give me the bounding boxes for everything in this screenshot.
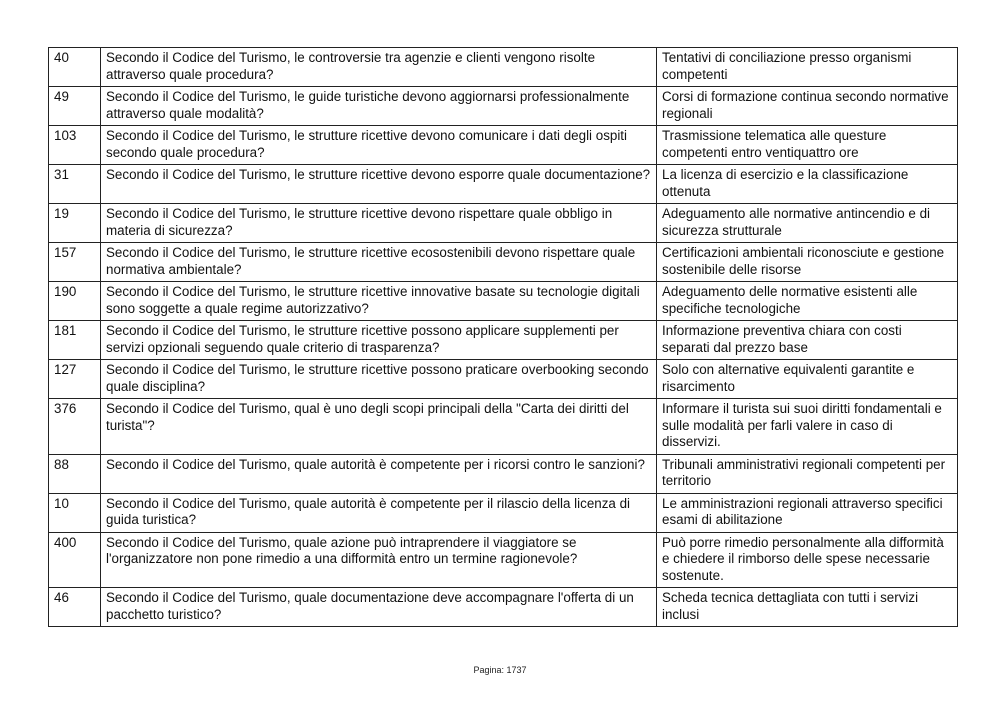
answer-text: Tribunali amministrativi regionali competenti per territorio xyxy=(657,454,958,493)
question-number: 103 xyxy=(49,126,101,165)
table-row xyxy=(49,399,958,455)
answer-text: Le amministrazioni regionali attraverso specifici esami di abilitazione xyxy=(657,493,958,532)
question-text: Secondo il Codice del Turismo, quale azione può intraprendere il viaggiatore se l'organizzatore non pone rimedio a una difformità entro un termine ragionevole? xyxy=(101,532,657,588)
answer-text: Informare il turista sui suoi diritti fondamentali e sulle modalità per farli valere in caso di disservizi. xyxy=(657,399,958,455)
qa-table xyxy=(48,47,958,627)
question-text: Secondo il Codice del Turismo, le strutture ricettive innovative basate su tecnologie digitali sono soggette a quale regime autorizzativo? xyxy=(101,282,657,321)
answer-text: Solo con alternative equivalenti garantite e risarcimento xyxy=(657,360,958,399)
question-number: 181 xyxy=(49,321,101,360)
table-row xyxy=(49,48,958,87)
question-text: Secondo il Codice del Turismo, le controversie tra agenzie e clienti vengono risolte attraverso quale procedura? xyxy=(101,48,657,87)
answer-text: Scheda tecnica dettagliata con tutti i servizi inclusi xyxy=(657,588,958,627)
question-text: Secondo il Codice del Turismo, quale autorità è competente per il rilascio della licenza di guida turistica? xyxy=(101,493,657,532)
page-number: Pagina: 1737 xyxy=(473,665,527,675)
answer-text: Può porre rimedio personalmente alla difformità e chiedere il rimborso delle spese necessarie sostenute. xyxy=(657,532,958,588)
answer-text: Trasmissione telematica alle questure competenti entro ventiquattro ore xyxy=(657,126,958,165)
question-number: 40 xyxy=(49,48,101,87)
table-row xyxy=(49,493,958,532)
question-text: Secondo il Codice del Turismo, le strutture ricettive possono praticare overbooking secondo quale disciplina? xyxy=(101,360,657,399)
question-text: Secondo il Codice del Turismo, quale autorità è competente per i ricorsi contro le sanzioni? xyxy=(101,454,657,493)
qa-table-body xyxy=(49,48,958,627)
question-number: 400 xyxy=(49,532,101,588)
answer-text: Tentativi di conciliazione presso organismi competenti xyxy=(657,48,958,87)
answer-text: Certificazioni ambientali riconosciute e gestione sostenibile delle risorse xyxy=(657,243,958,282)
table-row xyxy=(49,532,958,588)
table-row xyxy=(49,165,958,204)
answer-text: Informazione preventiva chiara con costi separati dal prezzo base xyxy=(657,321,958,360)
question-number: 49 xyxy=(49,87,101,126)
question-text: Secondo il Codice del Turismo, le strutture ricettive devono esporre quale documentazione? xyxy=(101,165,657,204)
question-number: 88 xyxy=(49,454,101,493)
table-row xyxy=(49,454,958,493)
question-number: 190 xyxy=(49,282,101,321)
question-text: Secondo il Codice del Turismo, le guide turistiche devono aggiornarsi professionalmente attraverso quale modalità? xyxy=(101,87,657,126)
question-number: 19 xyxy=(49,204,101,243)
table-row xyxy=(49,321,958,360)
question-text: Secondo il Codice del Turismo, qual è uno degli scopi principali della "Carta dei diritti del turista"? xyxy=(101,399,657,455)
answer-text: La licenza di esercizio e la classificazione ottenuta xyxy=(657,165,958,204)
question-number: 46 xyxy=(49,588,101,627)
question-number: 376 xyxy=(49,399,101,455)
question-text: Secondo il Codice del Turismo, le strutture ricettive devono comunicare i dati degli ospiti secondo quale procedura? xyxy=(101,126,657,165)
answer-text: Adeguamento delle normative esistenti alle specifiche tecnologiche xyxy=(657,282,958,321)
table-row xyxy=(49,282,958,321)
question-number: 10 xyxy=(49,493,101,532)
question-text: Secondo il Codice del Turismo, le strutture ricettive ecosostenibili devono rispettare quale normativa ambientale? xyxy=(101,243,657,282)
question-text: Secondo il Codice del Turismo, quale documentazione deve accompagnare l'offerta di un pacchetto turistico? xyxy=(101,588,657,627)
table-row xyxy=(49,87,958,126)
question-number: 127 xyxy=(49,360,101,399)
table-row xyxy=(49,588,958,627)
table-row xyxy=(49,360,958,399)
table-row xyxy=(49,243,958,282)
table-row xyxy=(49,126,958,165)
question-text: Secondo il Codice del Turismo, le strutture ricettive possono applicare supplementi per servizi opzionali seguendo quale criterio di trasparenza? xyxy=(101,321,657,360)
question-number: 157 xyxy=(49,243,101,282)
answer-text: Adeguamento alle normative antincendio e di sicurezza strutturale xyxy=(657,204,958,243)
question-number: 31 xyxy=(49,165,101,204)
table-row xyxy=(49,204,958,243)
answer-text: Corsi di formazione continua secondo normative regionali xyxy=(657,87,958,126)
question-text: Secondo il Codice del Turismo, le strutture ricettive devono rispettare quale obbligo in materia di sicurezza? xyxy=(101,204,657,243)
